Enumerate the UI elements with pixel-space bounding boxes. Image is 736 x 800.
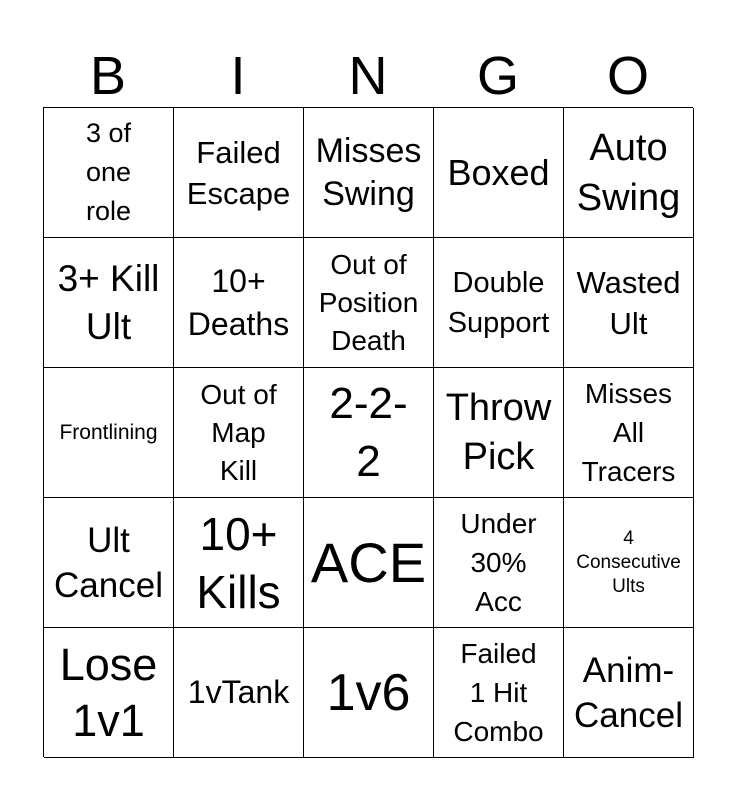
bingo-cell[interactable] bbox=[564, 628, 694, 758]
bingo-cell[interactable] bbox=[174, 238, 304, 368]
bingo-cell[interactable] bbox=[304, 108, 434, 238]
cell-text: 2-2- 2 bbox=[329, 378, 408, 486]
bingo-cell[interactable] bbox=[44, 628, 174, 758]
cell-text: Out of Position Death bbox=[318, 248, 419, 356]
header-letter-n: N bbox=[348, 46, 388, 106]
cell-text: 10+ Deaths bbox=[187, 262, 290, 342]
bingo-cell[interactable] bbox=[44, 238, 174, 368]
cell-text: Frontlining bbox=[59, 421, 158, 444]
bingo-cell[interactable] bbox=[434, 108, 564, 238]
bingo-cell[interactable] bbox=[304, 628, 434, 758]
cell-text: Failed 1 Hit Combo bbox=[453, 638, 544, 747]
bingo-cell[interactable] bbox=[304, 368, 434, 498]
header-letter-i: I bbox=[230, 46, 246, 106]
header-letter-b: B bbox=[89, 46, 127, 106]
cell-text: 10+ Kills bbox=[196, 507, 281, 618]
header-letter-g: G bbox=[476, 46, 519, 106]
bingo-cell[interactable] bbox=[44, 368, 174, 498]
bingo-cell[interactable] bbox=[174, 368, 304, 498]
cell-text: Boxed bbox=[447, 152, 550, 193]
cell-text: Out of Map Kill bbox=[200, 378, 277, 486]
cell-text: Failed Escape bbox=[186, 134, 291, 211]
bingo-cell[interactable] bbox=[564, 108, 694, 238]
bingo-cell[interactable] bbox=[434, 368, 564, 498]
bingo-cell[interactable] bbox=[564, 498, 694, 628]
cell-text: Ult Cancel bbox=[54, 520, 163, 605]
bingo-header bbox=[43, 44, 693, 108]
cell-text: 3 of one role bbox=[85, 118, 132, 226]
cell-text: Misses Swing bbox=[315, 131, 422, 213]
bingo-cell[interactable] bbox=[434, 628, 564, 758]
cell-text: Misses All Tracers bbox=[581, 378, 676, 487]
bingo-cell[interactable] bbox=[44, 498, 174, 628]
bingo-cell[interactable] bbox=[434, 498, 564, 628]
bingo-cell[interactable] bbox=[434, 238, 564, 368]
cell-text: Wasted Ult bbox=[576, 264, 681, 341]
bingo-cell[interactable] bbox=[174, 108, 304, 238]
cell-text: Anim- Cancel bbox=[574, 650, 683, 735]
cell-text: 4 Consecutive Ults bbox=[576, 527, 681, 597]
bingo-cell[interactable] bbox=[304, 498, 434, 628]
cell-text: Under 30% Acc bbox=[460, 508, 537, 617]
bingo-cell[interactable] bbox=[174, 498, 304, 628]
cell-text: Double Support bbox=[447, 266, 550, 339]
cell-text: 1vTank bbox=[187, 674, 290, 710]
bingo-cell[interactable] bbox=[44, 108, 174, 238]
cell-text: 3+ Kill Ult bbox=[57, 257, 160, 347]
cell-text: Auto Swing bbox=[576, 126, 681, 219]
cell-text: ACE bbox=[310, 530, 427, 594]
bingo-grid bbox=[43, 107, 693, 757]
cell-text: 1v6 bbox=[326, 663, 411, 722]
bingo-cell[interactable] bbox=[564, 238, 694, 368]
header-letter-o: O bbox=[606, 46, 649, 106]
cell-text: Lose 1v1 bbox=[59, 638, 158, 746]
bingo-cell[interactable] bbox=[304, 238, 434, 368]
bingo-cell[interactable] bbox=[564, 368, 694, 498]
bingo-cell[interactable] bbox=[174, 628, 304, 758]
cell-text: Throw Pick bbox=[445, 386, 552, 478]
